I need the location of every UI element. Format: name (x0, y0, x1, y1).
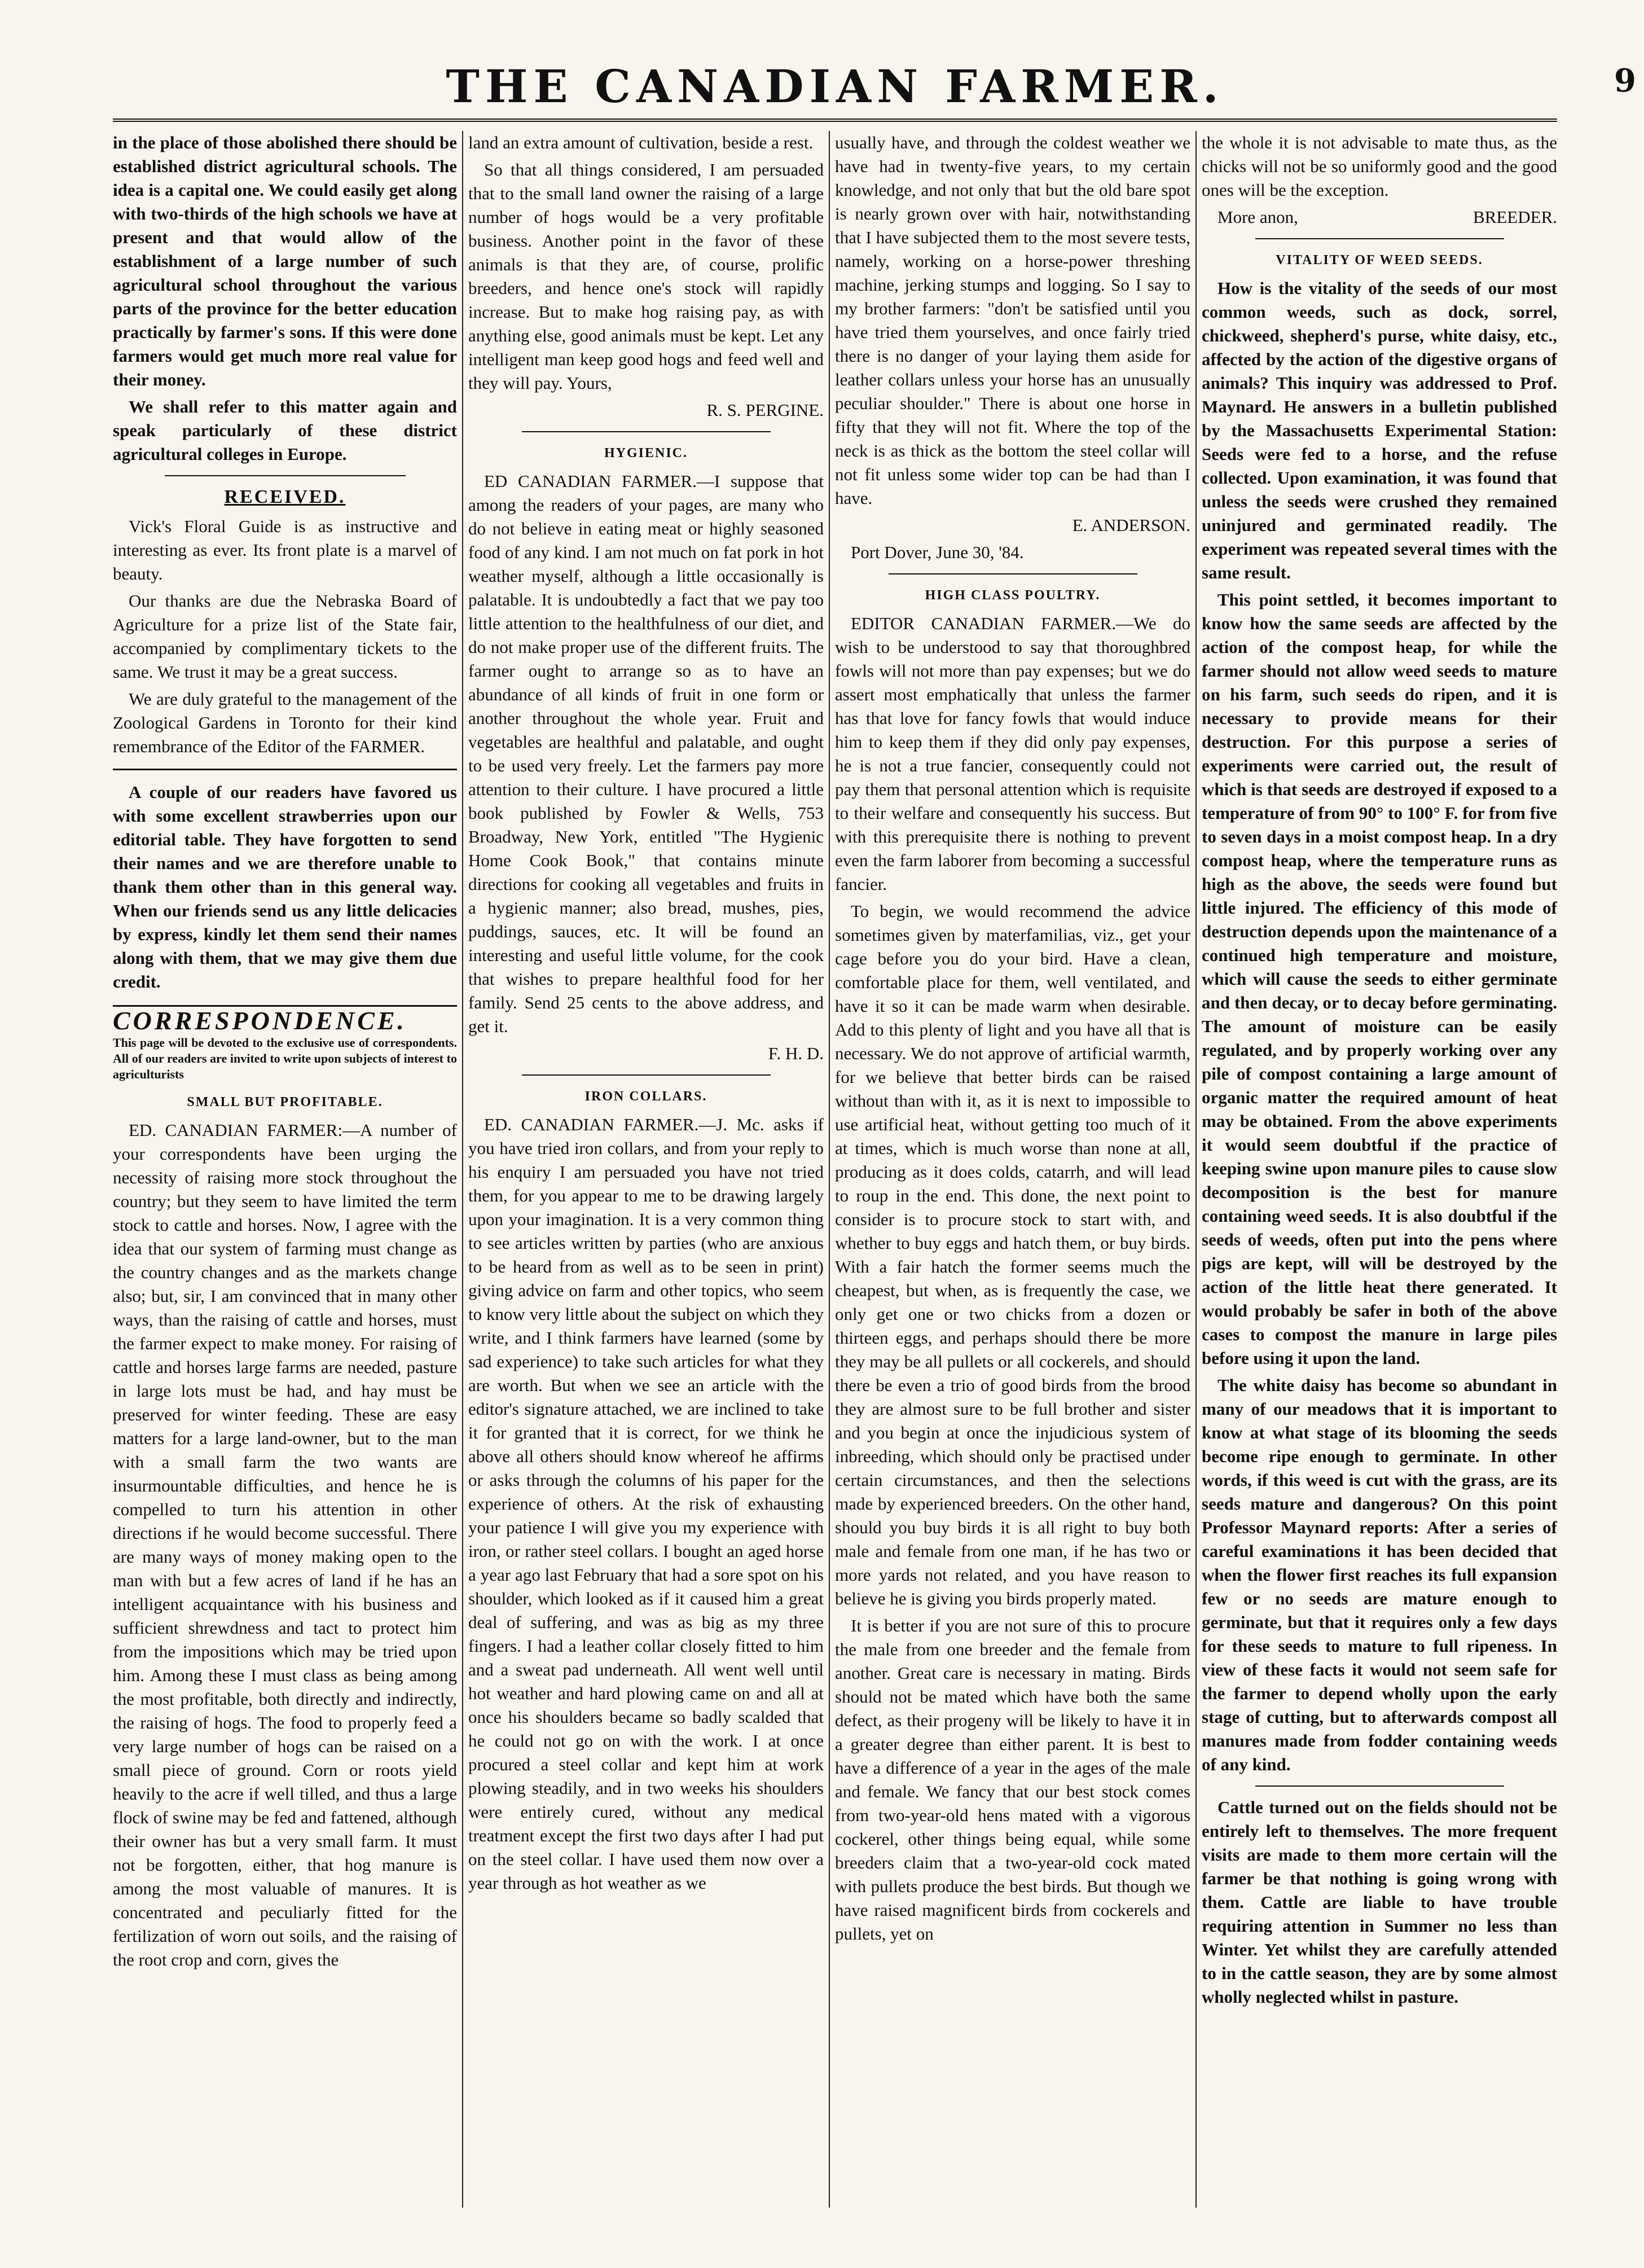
section-heading-received: RECEIVED. (224, 486, 346, 507)
divider (1255, 238, 1504, 239)
article-paragraph: usually have, and through the coldest weather we have had in twenty-five years, to my certain knowledge, and not only that but the old bare spot is nearly grown over with hair, notwithstanding that I have subjected them to the most severe tests, namely, working on a horse-power threshing machine, jerking stumps and logging. So I say to my brother farmers: "don't be satisfied until you have tried them yourselves, and once fairly tried there is no danger of your laying them aside for leather collars unless your horse has an unusually peculiar shoulder." There is about one horse in fifty that they will not fit. Where the top of the neck is as thick as the bottom the steel collar will not fit unless some wider top can be had than I have. (835, 133, 1190, 508)
closing-line (1202, 205, 1557, 229)
divider (522, 431, 771, 432)
column-3 (835, 131, 1190, 2208)
article-paragraph: Our thanks are due the Nebraska Board of Agriculture for a prize list of the State fair, accompanied by complimentary tickets to the same. We trust it may be a great success. (113, 591, 457, 682)
divider (1255, 1786, 1504, 1787)
article-paragraph: EDITOR CANADIAN FARMER.—We do wish to be understood to say that thoroughbred fowls will not more than pay expenses; but we do assert most emphatically that unless the farmer has that love for fancy fowls that would induce him to keep them if they did only pay expenses, he is not a true fancier, consequently could not pay them that personal attention which is requisite to their welfare and consequently his success. But with this prerequisite there is nothing to prevent even the farm laborer from becoming a successful fancier. (835, 613, 1190, 894)
signature: R. S. PERGINE. (706, 400, 824, 420)
column-4 (1202, 131, 1557, 2208)
article-paragraph: This point settled, it becomes important to know how the same seeds are affected by the action of the compost heap, for while the farmer should not allow weed seeds to mature on his farm, such seeds do ripen, and it is necessary to provide means for their destruction. For this purpose a series of experiments were carried out, the result of which is that seeds are destroyed if exposed to a temperature of from 90° to 100° F. for from five to seven days in a moist compost heap. In a dry compost heap, where the temperature runs as high as the above, the seeds were found but little injured. The efficiency of this mode of destruction depends upon the maintenance of a continued high temperature and moisture, which will cause the seeds to either germinate and then decay, or to decay before germinating. The amount of moisture can be easily regulated, and by properly working over any pile of compost containing a large amount of organic matter the required amount of heat may be obtained. From the above experiments it would seem doubtful if the practice of keeping swine upon manure piles to cause slow decomposition is the best for manure containing weed seeds. It is also doubtful if the seeds of weeds, often put into the pens where pigs are kept, will will be destroyed by the action of the little heat there generated. It would probably be safer in both of the above cases to compost the manure in large piles before using it upon the land. (1202, 590, 1557, 1368)
article-heading: VITALITY OF WEED SEEDS. (1276, 253, 1483, 267)
section-heading-correspondence: CORRESPONDENCE. (113, 1005, 457, 1033)
article-paragraph: ED. CANADIAN FARMER.—J. Mc. asks if you have tried iron collars, and from your reply to his enquiry I am persuaded you have not tried them, for you appear to me to be drawing largely upon your imagination. It is a very common thing to see articles written by parties (who are anxious to be heard from as well as to be seen in print) giving advice on farm and other topics, who seem to know very little about the subject on which they write, and I think farmers have learned (some by sad experience) to take such articles for what they are worth. But when we see an article with the editor's signature attached, we are inclined to take it for granted that it is correct, for we think he above all others should know whereof he affirms or asks through the columns of his paper for the experience of others. At the risk of exhausting your patience I will give you my experience with iron, or rather steel collars. I bought an aged horse a year ago last February that had a sore spot on his shoulder, which looked as if it caused him a great deal of suffering, and was as big as my three fingers. I had a leather collar closely fitted to him and a sweat pad underneath. All went well until hot weather and hard plowing came on and all at once his shoulders became so badly scalded that he could not go on with the work. I at once procured a steel collar and kept him at work plowing steadily, and in two weeks his shoulders were entirely cured, without any medical treatment except the first two days after I had put on the steel collar. I have used them now over a year through as hot weather as we (468, 1115, 824, 1893)
article-paragraph: A couple of our readers have favored us with some excellent strawberries upon our editorial table. They have forgotten to send their names and we are therefore unable to thank them other than in this general way. When our friends send us any little delicacies by express, kindly let them send their names along with them, that we may give them due credit. (113, 782, 457, 992)
more-anon: More anon, (1217, 207, 1298, 227)
article-paragraph: Cattle turned out on the fields should not be entirely left to themselves. The more frequent visits are made to them more certain will the farmer be that nothing is going wrong with them. Cattle are liable to have trouble requiring attention in Summer no less than Winter. Yet whilst they are carefully attended to in the cattle season, they are by some almost wholly neglected whilst in pasture. (1202, 1797, 1557, 2007)
article-heading: SMALL BUT PROFITABLE. (187, 1095, 383, 1109)
article-paragraph: in the place of those abolished there should be established district agricultural schools. The idea is a capital one. We could easily get along with two-thirds of the high schools we have at present and that would allow of the establishment of a large number of such agricultural school throughout the various parts of the province for the better education practically by farmer's sons. If this were done farmers would get much more real value for their money. (113, 133, 457, 389)
article-heading: HIGH CLASS POULTRY. (925, 588, 1101, 603)
article-paragraph: ED CANADIAN FARMER.—I suppose that among the readers of your pages, are many who do not believe in eating meat or highly seasoned food of any kind. I am not much on fat pork in hot weather myself, although a little occasionally is palatable. It is undoubtedly a fact that we pay too little attention to the healthfulness of our diet, and do not make proper use of the different fruits. The farmer ought to arrange so as to have an abundance of all kinds of fruit in one form or another throughout the whole year. Fruit and vegetables are healthful and palatable, and ought to be used very freely. Let the farmers pay more attention to their culture. I have procured a little book published by Fowler & Wells, 753 Broadway, New York, entitled "The Hygienic Home Cook Book," that contains minute directions for cooking all vegetables and fruits in a hygienic manner; also bread, mushes, pies, puddings, sauces, etc. It will be found an interesting and useful little volume, for the cook that wishes to prepare healthful food for her family. Send 25 cents to the above address, and get it. (468, 471, 824, 1036)
masthead (113, 56, 1636, 122)
column-2 (468, 131, 824, 2208)
article-heading: HYGIENIC. (604, 446, 688, 460)
divider (889, 573, 1137, 574)
article-paragraph: Vick's Floral Guide is as instructive and interesting as ever. Its front plate is a marvel of beauty. (113, 516, 457, 584)
signature: E. ANDERSON. (1072, 515, 1190, 535)
article-paragraph: It is better if you are not sure of this to procure the male from one breeder and the female from another. Great care is necessary in mating. Birds should not be mated which have both the same defect, as their progeny will be likely to have it in a greater degree than either parent. It is best to have a difference of a year in the ages of the male and female. We fancy that our best stock comes from two-year-old hens mated with a vigorous cockerel, other things being equal, while some breeders claim that a two-year-old cock mated with pullets produce the best birds. But though we have raised magnificent birds from cockerels and pullets, yet on (835, 1616, 1190, 1944)
column-rule (462, 131, 463, 2208)
newspaper-title: THE CANADIAN FARMER. (446, 60, 1224, 113)
article-heading: IRON COLLARS. (584, 1089, 707, 1104)
divider (522, 1074, 771, 1076)
signature: BREEDER. (1473, 207, 1557, 227)
article-paragraph: land an extra amount of cultivation, beside a rest. (468, 133, 814, 152)
article-paragraph: So that all things considered, I am persuaded that to the small land owner the raising of a large number of hogs would be a very profitable business. Another point in the favor of these animals is that they are, of course, prolific breeders, and hence one's stock will rapidly increase. But to make hog raising pay, as with anything else, good animals must be kept. Let any intelligent man keep good hogs and feed well and they will pay. Yours, (468, 160, 824, 393)
divider (165, 475, 406, 476)
dateline: Port Dover, June 30, '84. (851, 542, 1024, 562)
article-paragraph: We shall refer to this matter again and speak particularly of these district agricultural colleges in Europe. (113, 397, 457, 464)
signature: F. H. D. (768, 1043, 824, 1063)
article-paragraph: To begin, we would recommend the advice sometimes given by materfamilias, viz., get your cage before you do your bird. Have a clean, comfortable place for them, well ventilated, and have it so it can be made warm when desirable. Add to this plenty of light and you have all that is necessary. We do not approve of artificial warmth, for we believe that better birds can be raised without than with it, as it is next to impossible to use artificial heat, without getting too much of it at times, which is much worse than none at all, producing as it does colds, catarrh, and will lead to roup in the end. This done, the next point to consider is to procure stock to start with, and whether to buy eggs and hatch them, or buy birds. With a fair hatch the former seems much the cheapest, but when, as is frequently the case, we only get one or two chicks from a dozen or thirteen eggs, and perhaps should there be more they may be all pullets or all cockerels, and should there be even a trio of good birds from the brood they are almost sure to be full brother and sister and you begin at once the injudicious system of inbreeding, which should only be practised under certain circumstances, and then the selections made by experienced breeders. On the other hand, should you buy birds it is all right to buy both male and female from one man, if he has two or more yards not related, and you have reason to believe he is giving you birds properly mated. (835, 901, 1190, 1608)
correspondence-note: This page will be devoted to the exclusive use of correspondents. All of our readers are invited to write upon subjects of interest to agriculturists (113, 1036, 457, 1081)
page-number: 9 (1614, 62, 1636, 99)
column-rule (829, 131, 830, 2208)
article-paragraph: We are duly grateful to the management of the Zoological Gardens in Toronto for their kind remembrance of the Editor of the FARMER. (113, 689, 457, 756)
article-paragraph: the whole it is not advisable to mate thus, as the chicks will not be so uniformly good and the good ones will be the exception. (1202, 133, 1557, 200)
article-paragraph: The white daisy has become so abundant in many of our meadows that it is important to know at what stage of its blooming the seeds become ripe enough to germinate. In other words, if this weed is cut with the grass, are its seeds mature and dangerous? On this point Professor Maynard reports: After a series of careful examinations it has been decided that when the flower first reaches its full expansion few or no seeds are mature enough to germinate, but that it requires only a few days for these seeds to mature to full ripeness. In view of these facts it would not seem safe for the farmer to depend wholly upon the early stage of cutting, but to afterwards compost all manures made from fodder containing weeds of any kind. (1202, 1375, 1557, 1774)
column-1 (113, 131, 457, 2208)
column-rule (1195, 131, 1197, 2208)
article-paragraph: How is the vitality of the seeds of our most common weeds, such as dock, sorrel, chickweed, shepherd's purse, white daisy, etc., affected by the action of the digestive organs of animals? This inquiry was addressed to Prof. Maynard. He answers in a bulletin published by the Massachusetts Experimental Station: Seeds were fed to a horse, and the refuse collected. Upon examination, it was found that unless the seeds were crushed they remained uninjured and germinated readily. The experiment was repeated several times with the same result. (1202, 278, 1557, 582)
article-paragraph: ED. CANADIAN FARMER:—A number of your correspondents have been urging the necessity of raising more stock throughout the country; but they seem to have limited the term stock to cattle and horses. Now, I agree with the idea that our system of farming must change as the country changes and as the markets change also; but, sir, I am convinced that in many other ways, than the raising of cattle and horses, must the farmer expect to make money. For raising of cattle and horses large farms are needed, pasture in large lots must be had, and hay must be preserved for winter feeding. These are easy matters for a large land-owner, but to the man with a small farm the two wants are insurmountable difficulties, and hence he is compelled to turn his attention in other directions if he would become successful. There are many ways of money making open to the man with but a few acres of land if he has an intelligent acquaintance with his business and sufficient shrewdness and tact to protect him from the impositions which may be tried upon him. Among these I must class as being among the most profitable, both directly and indirectly, the raising of hogs. The food to properly feed a very large number of hogs can be raised on a small piece of ground. Corn or roots yield heavily to the acre if well tilled, and thus a large flock of swine may be fed and fattened, although their owner has but a very small farm. It must not be forgotten, either, that hog manure is among the most valuable of manures. It is concentrated and peculiarly fitted for the fertilization of worn out soils, and the raising of the root crop and corn, gives the (113, 1120, 457, 1969)
divider (113, 769, 457, 770)
